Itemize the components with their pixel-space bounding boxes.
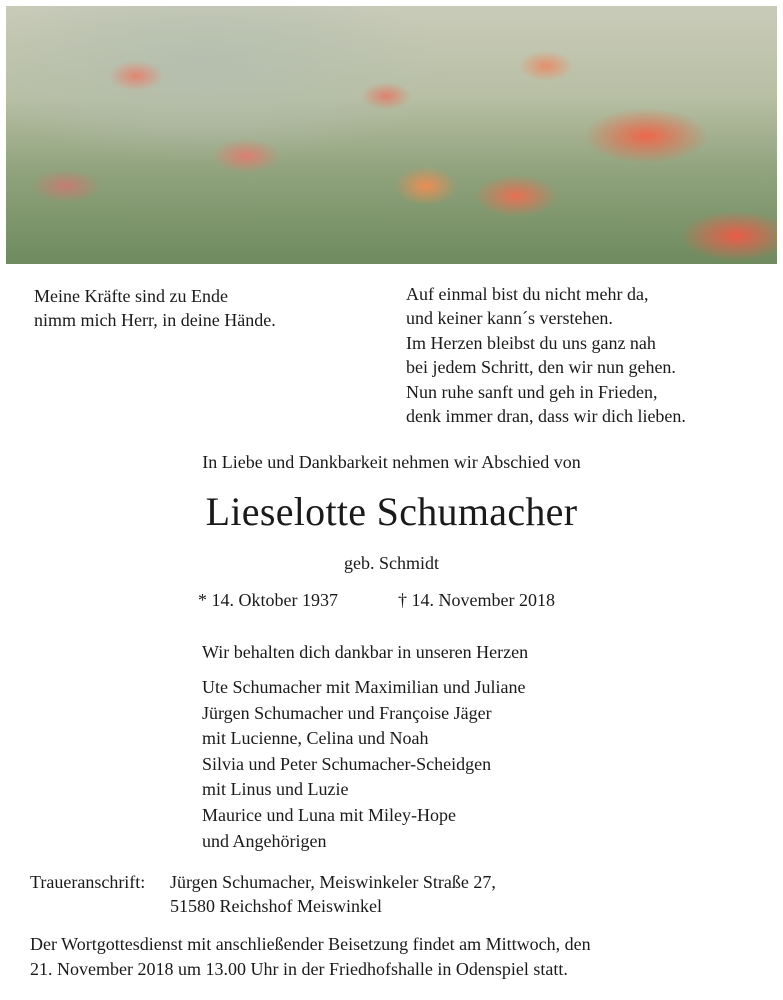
poem-right-line: denk immer dran, dass wir dich lieben. <box>406 406 686 427</box>
address-line-2: 51580 Reichshof Meiswinkel <box>170 896 382 916</box>
address-line-1: Jürgen Schumacher, Meiswinkeler Straße 27, <box>170 872 496 892</box>
address-label: Traueranschrift: <box>30 872 146 892</box>
poppy-field-photo <box>6 6 777 264</box>
maiden-name: geb. Schmidt <box>344 553 439 573</box>
poem-right-line: bei jedem Schritt, den wir nun gehen. <box>406 357 676 378</box>
birth-date: * 14. Oktober 1937 <box>198 590 338 610</box>
family-line: mit Lucienne, Celina und Noah <box>202 728 429 749</box>
service-line: Der Wortgottesdienst mit anschließender Beisetzung findet am Mittwoch, den <box>30 934 591 954</box>
farewell-intro: In Liebe und Dankbarkeit nehmen wir Abschied von <box>202 452 581 472</box>
family-line: Maurice und Luna mit Miley-Hope <box>202 804 456 825</box>
poem-right-line: und keiner kann´s verstehen. <box>406 308 613 329</box>
poem-right <box>406 282 686 428</box>
family-line: Silvia und Peter Schumacher-Scheidgen <box>202 753 492 774</box>
service-line: 21. November 2018 um 13.00 Uhr in der Friedhofshalle in Odenspiel statt. <box>30 959 568 979</box>
poem-right-line: Im Herzen bleibst du uns ganz nah <box>406 332 656 353</box>
family-line: mit Linus und Luzie <box>202 779 349 800</box>
death-date: † 14. November 2018 <box>398 590 555 610</box>
deceased-name: Lieselotte Schumacher <box>205 489 578 534</box>
family-line: und Angehörigen <box>202 830 327 851</box>
poem-left <box>34 284 276 332</box>
poem-right-line: Auf einmal bist du nicht mehr da, <box>406 284 649 304</box>
family-intro: Wir behalten dich dankbar in unseren Herzen <box>202 642 529 662</box>
poem-left-line: nimm mich Herr, in deine Hände. <box>34 310 276 330</box>
poem-left-line: Meine Kräfte sind zu Ende <box>34 286 228 306</box>
family-line: Ute Schumacher mit Maximilian und Juliane <box>202 677 526 697</box>
service-info <box>30 932 770 982</box>
family-line: Jürgen Schumacher und Françoise Jäger <box>202 702 492 723</box>
poem-right-line: Nun ruhe sanft und geh in Frieden, <box>406 381 658 402</box>
family-list <box>202 675 525 854</box>
